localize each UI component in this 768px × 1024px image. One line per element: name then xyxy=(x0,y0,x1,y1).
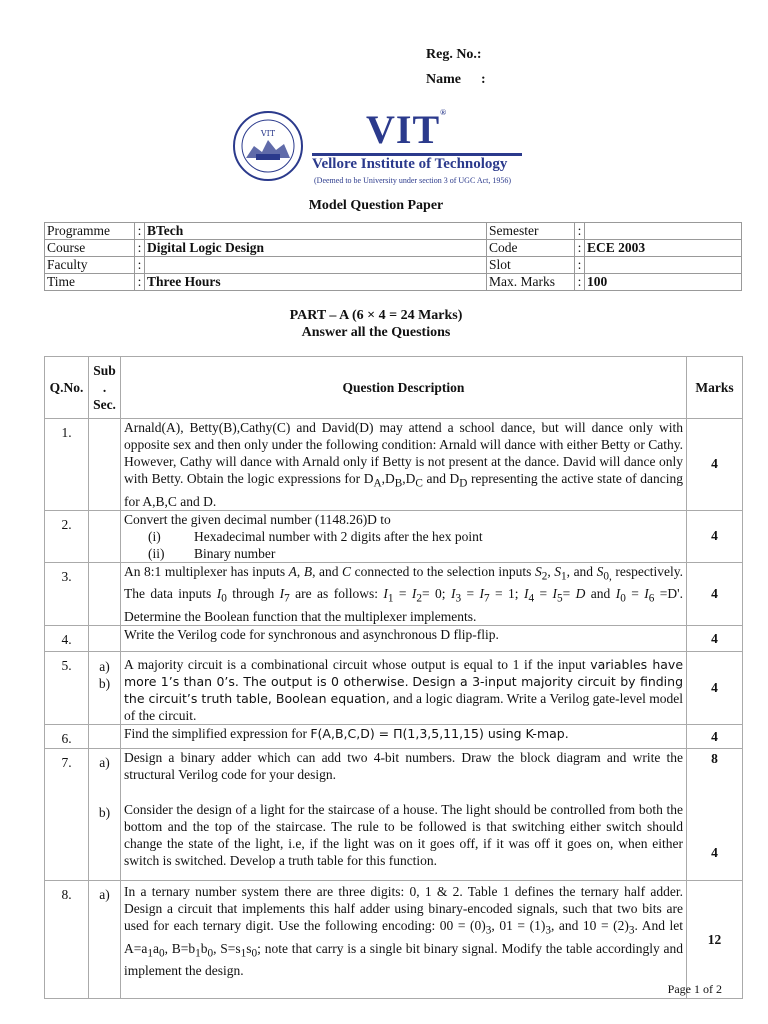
institute-name: Vellore Institute of Technology xyxy=(312,156,508,172)
question-number: 6. xyxy=(45,725,89,749)
description-header: Question Description xyxy=(121,357,687,419)
institute-tagline: (Deemed to be University under section 3 of UGC Act, 1956) xyxy=(314,176,512,185)
colon: : xyxy=(135,240,145,257)
question-marks: 8 4 xyxy=(687,749,743,881)
vit-wordmark-text: VIT xyxy=(366,107,441,152)
course-value: Digital Logic Design xyxy=(145,240,487,257)
paper-title: Model Question Paper xyxy=(308,198,444,213)
part-instruction: Answer all the Questions xyxy=(301,325,451,340)
question-text: Write the Verilog code for synchronous and asynchronous D flip-flip. xyxy=(121,626,687,652)
code-label: Code xyxy=(487,240,575,257)
info-row xyxy=(45,223,742,240)
colon: : xyxy=(575,257,585,274)
name-label-row xyxy=(426,72,486,88)
semester-label: Semester xyxy=(487,223,575,240)
slot-label: Slot xyxy=(487,257,575,274)
question-marks: 4 xyxy=(687,510,743,562)
reg-no-label: Reg. No.: xyxy=(426,47,482,62)
question-text: Convert the given decimal number (1148.26)D to (i) Hexadecimal number with 2 digits after the hex point (ii) Binary number xyxy=(121,510,687,562)
faculty-label: Faculty xyxy=(45,257,135,274)
vit-wordmark xyxy=(366,106,447,153)
colon: : xyxy=(575,274,585,291)
question-marks: 4 xyxy=(687,626,743,652)
slot-value xyxy=(585,257,742,274)
question-row-1 xyxy=(45,419,743,511)
question-row-5 xyxy=(45,652,743,725)
max-marks-value: 100 xyxy=(585,274,742,291)
university-seal-icon xyxy=(232,106,304,186)
question-row-6 xyxy=(45,725,743,749)
question-text: Find the simplified expression for F(A,B,C,D) = Π(1,3,5,11,15) using K-map. xyxy=(121,725,687,749)
sub-sec-header: Sub . Sec. xyxy=(89,357,121,419)
question-row-3 xyxy=(45,562,743,625)
sub-section xyxy=(89,419,121,511)
question-marks: 4 xyxy=(687,562,743,625)
marks-header: Marks xyxy=(687,357,743,419)
question-number: 3. xyxy=(45,562,89,625)
question-row-8 xyxy=(45,881,743,999)
sub-section: a) b) xyxy=(89,749,121,881)
name-label: Name xyxy=(426,72,461,87)
vit-logo xyxy=(232,100,524,192)
question-text: Design a binary adder which can add two 4-bit numbers. Draw the block diagram and write the structural Verilog code for your design. Consider the design of a light for the staircase of a house. The light should be controlled from both the bottom and the top of the staircase. The rule to be followed is that switching either switch should change the state of the light, i.e, if the light was on it goes off, if it was off it goes on, when either switch is switched. Develop a truth table for this function. xyxy=(121,749,687,881)
question-marks: 4 xyxy=(687,419,743,511)
sub-section: a) xyxy=(89,881,121,999)
info-row xyxy=(45,257,742,274)
sub-section xyxy=(89,725,121,749)
question-number: 5. xyxy=(45,652,89,725)
question-number: 4. xyxy=(45,626,89,652)
sub-section xyxy=(89,626,121,652)
question-text: Arnald(A), Betty(B),Cathy(C) and David(D) may attend a school dance, but will dance only with opposite sex and then only under the following condition: Arnald will dance with either Betty or Cathy. However, Cathy will dance with Arnald only if Betty is not present at the dance. David will dance only with Betty. Obtain the logic expressions for $D_A,D_B,D_C$ and $D_D$ representing the active state of dancing for A,B,C and D. xyxy=(121,419,687,511)
question-row-4 xyxy=(45,626,743,652)
option-ii: (ii) Binary number xyxy=(148,545,276,561)
seal-center-text: VIT xyxy=(260,129,276,138)
sub-section xyxy=(89,510,121,562)
question-row-7 xyxy=(45,749,743,881)
qno-header: Q.No. xyxy=(45,357,89,419)
time-label: Time xyxy=(45,274,135,291)
colon: : xyxy=(135,223,145,240)
part-heading: PART – A (6 × 4 = 24 Marks) xyxy=(289,308,463,323)
table-header-row xyxy=(45,357,743,419)
programme-value: BTech xyxy=(145,223,487,240)
question-marks: 4 xyxy=(687,652,743,725)
question-number: 2. xyxy=(45,510,89,562)
info-row xyxy=(45,240,742,257)
colon: : xyxy=(135,274,145,291)
max-marks-label: Max. Marks xyxy=(487,274,575,291)
faculty-value xyxy=(145,257,487,274)
questions-table xyxy=(44,356,743,999)
question-text: A majority circuit is a combinational circuit whose output is equal to 1 if the input variables have more 1’s than 0’s. The output is 0 otherwise. Design a 3-input majority circuit by finding the circuit’s truth table, Boolean equation, and a logic diagram. Write a Verilog gate-level model of the circuit. xyxy=(121,652,687,725)
colon: : xyxy=(575,223,585,240)
course-label: Course xyxy=(45,240,135,257)
registered-mark: ® xyxy=(440,108,448,117)
semester-value xyxy=(585,223,742,240)
question-marks: 12 xyxy=(687,881,743,999)
exam-info-table xyxy=(44,222,742,291)
info-row xyxy=(45,274,742,291)
colon: : xyxy=(575,240,585,257)
question-number: 7. xyxy=(45,749,89,881)
sub-section xyxy=(89,562,121,625)
question-row-2 xyxy=(45,510,743,562)
name-colon: : xyxy=(481,72,486,87)
option-i: (i) Hexadecimal number with 2 digits after the hex point xyxy=(148,528,483,544)
page-number: Page 1 of 2 xyxy=(667,982,722,996)
time-value: Three Hours xyxy=(145,274,487,291)
question-number: 8. xyxy=(45,881,89,999)
question-marks: 4 xyxy=(687,725,743,749)
question-text: In a ternary number system there are three digits: 0, 1 & 2. Table 1 defines the ternary half adder. Design a circuit that implements this half adder using binary-encoded signals, such that two bits are used for each ternary digit. Use the following encoding: $00 = (0)_3$, $01 = (1)_3$, and $10 = (2)_3$. And let $A=a_1a_0$, $B=b_1b_0$, $S=s_1s_0$; note that carry is a single bit binary signal. Modify the table accordingly and implement the design. xyxy=(121,881,687,999)
programme-label: Programme xyxy=(45,223,135,240)
code-value: ECE 2003 xyxy=(585,240,742,257)
sub-section: a) b) xyxy=(89,652,121,725)
question-text: An 8:1 multiplexer has inputs A, B, and C connected to the selection inputs $S_2$, $S_1$, and $S_{0,}$ respectively. The data inputs $I_0$ through $I_7$ are as follows: $I_1 = I_2= 0$; $I_3 = I_7 = 1$; $I_4 = I_5= D$ and $I_0 = I_6 =D'$. Determine the Boolean function that the multiplexer implements. xyxy=(121,562,687,625)
question-number: 1. xyxy=(45,419,89,511)
colon: : xyxy=(135,257,145,274)
